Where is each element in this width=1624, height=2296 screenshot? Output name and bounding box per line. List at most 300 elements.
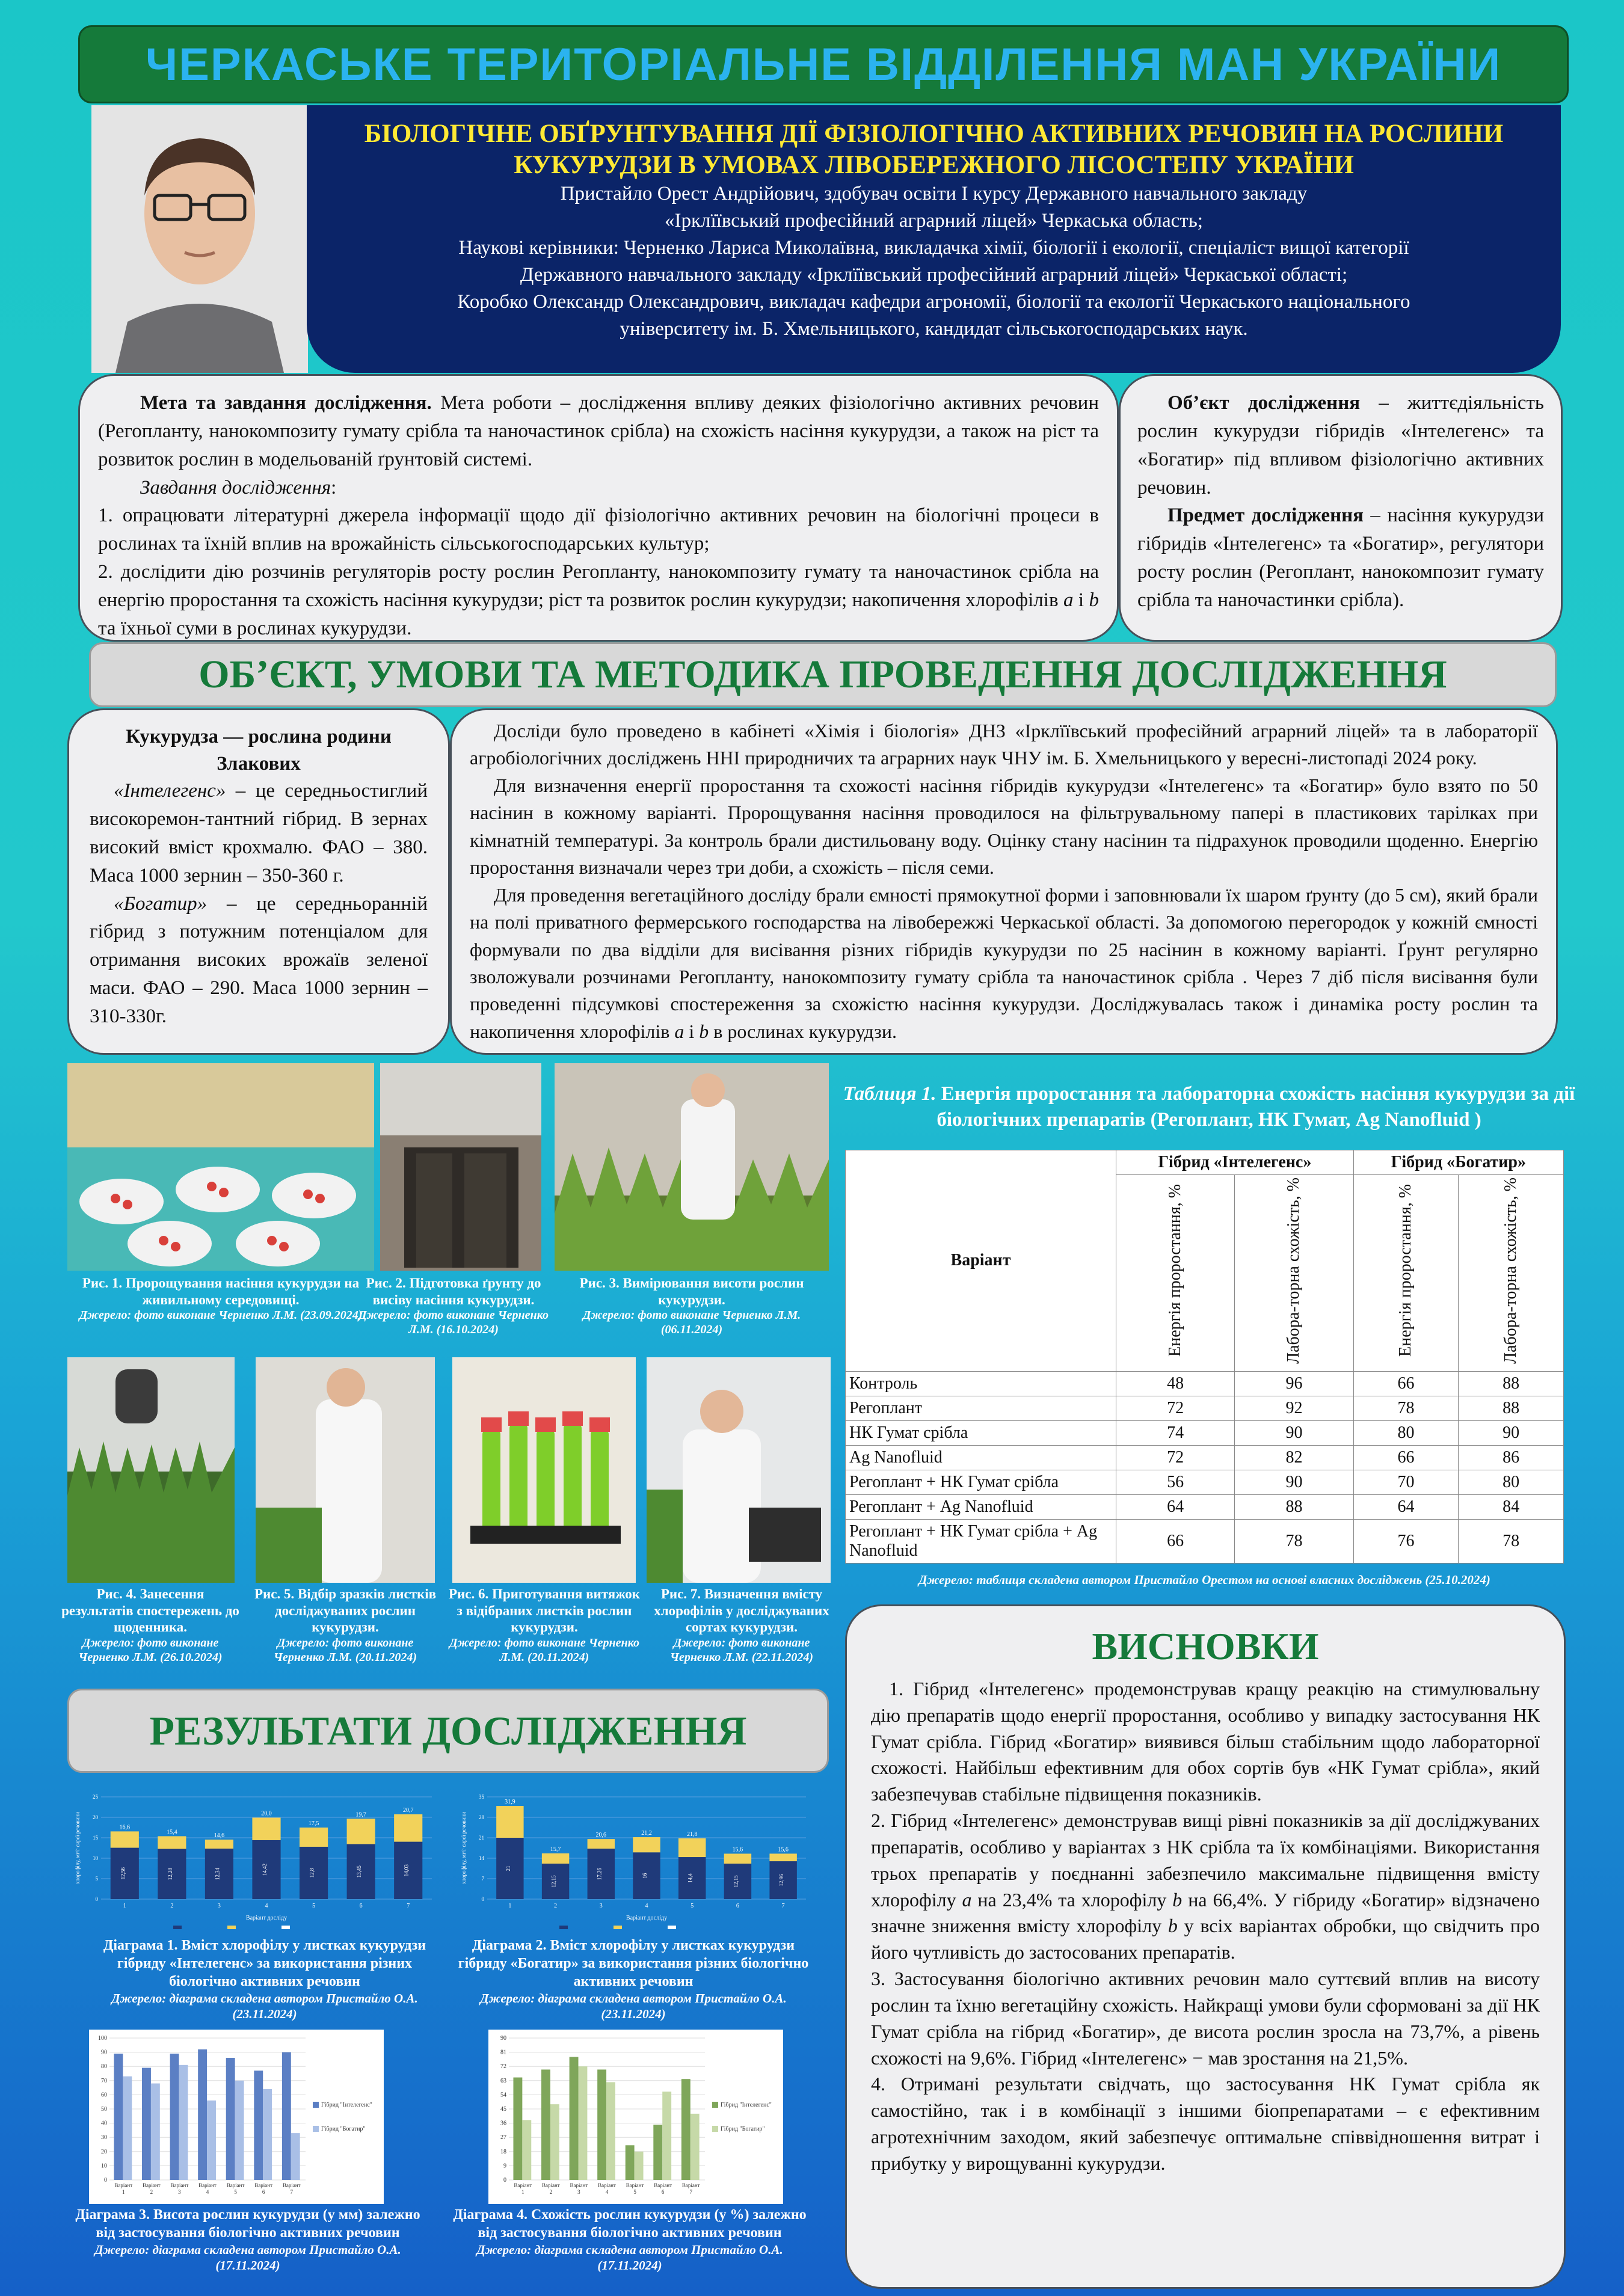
chart-bar xyxy=(513,2078,522,2180)
chart-bar xyxy=(252,1818,280,1840)
tick-label: 5 xyxy=(234,2189,237,2195)
table-row xyxy=(846,1470,1564,1494)
legend-swatch xyxy=(614,1926,622,1929)
conclusions-title: ВИСНОВКИ xyxy=(1092,1625,1319,1668)
conclusion-1: 1. Гібрид «Інтелегенс» продемонстрував кращу реакцію на стимулювальну дію препаратів щодо енергії проростання, особливо у випадку застосування НК Гумат срібла. Гібрид «Богатир» виявився більш стабільним щодо лабораторної схожості. Найбільш ефективним для обох сортів був «НК Гумат срібла», який забезпечував стабільне підвищення показників. xyxy=(871,1678,1540,1805)
table-subheader: Лабора-торна схожість, % xyxy=(1501,1177,1520,1364)
subject-lead: Предмет дослідження xyxy=(1167,505,1364,527)
total-label: 31,9 xyxy=(505,1799,515,1806)
tick-label: 6 xyxy=(359,1903,363,1909)
chart-bar xyxy=(653,2125,662,2180)
chart-bar xyxy=(235,2081,244,2180)
table-cell-value: 80 xyxy=(1459,1470,1564,1494)
legend-swatch xyxy=(281,1926,290,1929)
tick-label: 9 xyxy=(503,2162,506,2170)
table-cell-value: 64 xyxy=(1353,1494,1459,1519)
total-label: 21,2 xyxy=(641,1830,652,1837)
hybrid-1-text: – це середньостиглий високоремон-тантний гібрид. В зернах високий вміст крохмалю. ФАО – 380. Маса 1000 зернин – 350-360 г. xyxy=(90,780,428,886)
figure-6-source: Джерело: фото виконане Черненко Л.М. (20.11.2024) xyxy=(449,1636,640,1664)
total-label: 16,6 xyxy=(119,1824,131,1831)
tick-label: 54 xyxy=(500,2092,506,2099)
symbol-a: a xyxy=(1063,589,1074,612)
symbol-b: b xyxy=(1089,589,1100,612)
figure-2-source: Джерело: фото виконане Черненко Л.М. (16.10.2024) xyxy=(358,1309,549,1337)
author-line: Державного навчального закладу «Ірклїївський професійний аграрний ліцей» Черкаської області; xyxy=(520,263,1348,286)
figure-1-caption xyxy=(67,1275,374,1322)
table-cell-value: 92 xyxy=(1235,1396,1353,1420)
method-p3-end: в рослинах кукурудзи. xyxy=(709,1020,897,1042)
table-cell-value: 66 xyxy=(1353,1371,1459,1396)
tick-label: 3 xyxy=(178,2189,181,2195)
table-cell-value: 78 xyxy=(1235,1519,1353,1563)
chart-bar xyxy=(681,2079,691,2180)
tick-label: 2 xyxy=(150,2189,153,2195)
chart-bar xyxy=(226,2058,235,2180)
table-cell-variant: Регоплант + НК Гумат срібла xyxy=(846,1470,1116,1494)
chart-bar xyxy=(522,2120,531,2180)
subject-text: – насіння кукурудзи гібридів «Інтелегенс» та «Богатир», регулятори росту рослин (Регоплант, нанокомпозит гумату срібла та наночастинки срібла). xyxy=(1137,505,1544,612)
legend-label: Гібрид "Богатир" xyxy=(721,2126,765,2132)
tick-label: 3 xyxy=(599,1903,603,1909)
figure-6-title: Рис. 6. Приготування витяжок з відібраних листків рослин кукурудзи. xyxy=(448,1586,641,1635)
tick-label: 90 xyxy=(101,2049,107,2056)
diagram-4-title: Діаграма 4. Схожість рослин кукурудзи (у %) залежно від застосування біологічно активних речовин xyxy=(453,2207,807,2241)
table-cell-value: 56 xyxy=(1116,1470,1235,1494)
tick-label: Варіант xyxy=(514,2182,532,2188)
data-label: 12,8 xyxy=(309,1868,315,1878)
tick-label: 81 xyxy=(500,2049,506,2056)
tick-label: Варіант xyxy=(570,2182,588,2188)
figure-3-caption xyxy=(565,1275,818,1337)
chart-bar xyxy=(542,1853,569,1864)
data-label: 12,56 xyxy=(120,1867,126,1880)
chart-bar xyxy=(347,1819,375,1844)
hybrid-2-name: «Богатир» xyxy=(114,892,208,915)
data-label: 14,42 xyxy=(262,1863,268,1876)
figure-7-title: Рис. 7. Визначення вмісту хлорофілів у досліджуваних сортах кукурудзи. xyxy=(654,1586,829,1635)
table-cell-value: 88 xyxy=(1459,1396,1564,1420)
tick-label: 1 xyxy=(123,1903,126,1909)
tick-label: 7 xyxy=(781,1903,785,1909)
tick-label: 50 xyxy=(101,2106,107,2113)
table-cell-value: 72 xyxy=(1116,1445,1235,1470)
data-label: 17,26 xyxy=(596,1867,603,1880)
diagram-3-caption xyxy=(67,2206,428,2274)
tick-label: 45 xyxy=(500,2106,506,2113)
maize-title: Кукурудза — рослина родини Злакових xyxy=(126,726,392,775)
table-header-group-1: Гібрид «Інтелегенс» xyxy=(1116,1150,1354,1175)
tick-label: 6 xyxy=(262,2189,265,2195)
data-label: 14,03 xyxy=(403,1864,410,1877)
results-section-title: РЕЗУЛЬТАТИ ДОСЛІДЖЕННЯ xyxy=(149,1707,747,1754)
tick-label: Варіант xyxy=(282,2182,301,2188)
tick-label: Варіант xyxy=(681,2182,700,2188)
tick-label: 28 xyxy=(479,1814,484,1820)
maize-hybrid-1 xyxy=(90,777,428,889)
conclusions-box xyxy=(845,1604,1566,2289)
total-label: 20,0 xyxy=(261,1810,272,1817)
symbol-b: b xyxy=(1167,1915,1178,1937)
legend-label: Гібрид "Богатир" xyxy=(321,2126,366,2132)
tick-label: Варіант xyxy=(626,2182,644,2188)
table-cell-variant: Регоплант xyxy=(846,1396,1116,1420)
table-cell-value: 70 xyxy=(1353,1470,1459,1494)
tick-label: 7 xyxy=(407,1903,410,1909)
chart-bar xyxy=(541,2069,550,2180)
chart-bar xyxy=(633,1837,660,1852)
chart-bar xyxy=(724,1853,751,1864)
chart-bar xyxy=(678,1838,706,1857)
table-cell-value: 72 xyxy=(1116,1396,1235,1420)
total-label: 15,6 xyxy=(778,1846,789,1853)
tick-label: 6 xyxy=(736,1903,739,1909)
figure-2-title: Рис. 2. Підготовка ґрунту до висіву насіння кукурудзи. xyxy=(366,1275,541,1307)
tick-label: 0 xyxy=(104,2177,107,2184)
table-cell-value: 66 xyxy=(1353,1445,1459,1470)
figure-1-source: Джерело: фото виконане Черненко Л.М. (23.09.2024) xyxy=(79,1309,363,1322)
tick-label: 25 xyxy=(93,1794,98,1800)
author-line: університету ім. Б. Хмельницького, кандидат сільськогосподарських наук. xyxy=(620,318,1248,340)
symbol-b: b xyxy=(699,1020,709,1042)
table-subheader: Лабора-торна схожість, % xyxy=(1284,1177,1303,1364)
table-cell-value: 88 xyxy=(1235,1494,1353,1519)
legend-label: Гібрид "Інтелегенс" xyxy=(321,2102,372,2108)
diagram-4-caption xyxy=(452,2206,807,2274)
tick-label: 80 xyxy=(101,2063,107,2070)
tick-label: 60 xyxy=(101,2092,107,2099)
tick-label: 4 xyxy=(645,1903,648,1909)
total-label: 20,6 xyxy=(595,1832,607,1839)
x-axis-label: Варіант досліду xyxy=(626,1915,668,1921)
chart-bar xyxy=(550,2104,559,2180)
tick-label: 40 xyxy=(101,2120,107,2127)
chart-bar xyxy=(300,1828,328,1847)
tick-label: 4 xyxy=(206,2189,209,2195)
data-label: 16 xyxy=(642,1873,648,1879)
figure-2-caption xyxy=(351,1275,556,1337)
data-label: 14,4 xyxy=(687,1873,694,1883)
symbol-a: a xyxy=(962,1888,972,1911)
table-cell-value: 64 xyxy=(1116,1494,1235,1519)
aim-lead: Мета та завдання дослідження. xyxy=(140,392,432,414)
total-label: 19,7 xyxy=(355,1811,366,1819)
germination-table xyxy=(845,1150,1564,1564)
table-number: Таблиця 1. xyxy=(843,1083,937,1105)
legend-swatch xyxy=(559,1926,568,1929)
chart-bar xyxy=(254,2070,263,2180)
figure-7-caption xyxy=(647,1586,837,1665)
tick-label: 7 xyxy=(481,1876,484,1882)
maize-hybrid-2 xyxy=(90,890,428,1031)
table-cell-value: 90 xyxy=(1235,1470,1353,1494)
table-cell-value: 90 xyxy=(1235,1420,1353,1445)
table-subheader: Енергія проростання, % xyxy=(1165,1184,1184,1357)
method-section-title: ОБ’ЄКТ, УМОВИ ТА МЕТОДИКА ПРОВЕДЕННЯ ДОСЛІДЖЕННЯ xyxy=(198,652,1447,696)
tick-label: Варіант xyxy=(654,2182,672,2188)
figure-7-photo xyxy=(647,1357,831,1583)
table-body xyxy=(846,1371,1564,1563)
tick-label: 30 xyxy=(101,2134,107,2141)
poster-title: БІОЛОГІЧНЕ ОБҐРУНТУВАННЯ ДІЇ ФІЗІОЛОГІЧНО АКТИВНИХ РЕЧОВИН НА РОСЛИНИ КУКУРУДЗИ В УМОВАХ ЛІВОБЕРЕЖНОГО ЛІСОСТЕПУ УКРАЇНИ xyxy=(364,120,1504,179)
tick-label: 0 xyxy=(481,1896,484,1902)
tick-label: 7 xyxy=(290,2189,293,2195)
total-label: 21,8 xyxy=(686,1831,698,1838)
object-box xyxy=(1119,374,1563,642)
legend-swatch xyxy=(313,2126,319,2132)
data-label: 12,15 xyxy=(550,1875,557,1888)
diagram-3-title: Діаграма 3. Висота рослин кукурудзи (у мм) залежно від застосування біологічно активних речовин xyxy=(75,2207,420,2241)
author-line: Коробко Олександр Олександрович, викладач кафедри агрономії, біології та екології Черкаського національного xyxy=(457,290,1410,313)
table-row xyxy=(846,1445,1564,1470)
author-line: Наукові керівники: Черненко Лариса Миколаївна, викладачка хімії, біології і екології, спеціаліст вищої категорії xyxy=(458,236,1409,259)
data-label: 12,15 xyxy=(733,1875,739,1888)
tick-label: Варіант xyxy=(254,2182,273,2188)
chart-bar xyxy=(111,1831,139,1847)
chart-bar xyxy=(263,2089,272,2180)
conj: і xyxy=(1073,589,1089,612)
table-title xyxy=(830,1081,1588,1133)
legend-label: Гібрид "Інтелегенс" xyxy=(721,2102,772,2108)
table-source: Джерело: таблиця складена автором Пристайло Орестом на основі власних досліджень (25.10.2024) xyxy=(918,1573,1490,1587)
object-lead: Об’єкт дослідження xyxy=(1167,392,1361,414)
figure-4-title: Рис. 4. Занесення результатів спостережень до щоденника. xyxy=(61,1586,239,1635)
data-label: 12,96 xyxy=(778,1874,785,1886)
tick-label: Варіант xyxy=(598,2182,616,2188)
figure-3-title: Рис. 3. Вимірювання висоти рослин кукурудзи. xyxy=(579,1275,804,1307)
table-cell-value: 66 xyxy=(1116,1519,1235,1563)
author-line: «Ірклїївський професійний аграрний ліцей» Черкаська область; xyxy=(665,210,1203,232)
c2-text-a: 2. Гібрид «Інтелегенс» демонстрував вищі рівні показників за дії досліджуваних препаратів, особливо у варіантах з НК срібла та їх комбінаціями. Використання трьох препаратів у поєднанні забезпечило максимальне підвищення вмісту хлорофілу xyxy=(871,1809,1540,1911)
table-header-group-2: Гібрид «Богатир» xyxy=(1353,1150,1563,1175)
tick-label: 10 xyxy=(93,1855,98,1861)
chart-bar xyxy=(394,1814,422,1842)
chart-bar xyxy=(198,2049,207,2180)
total-label: 15,4 xyxy=(167,1829,177,1836)
method-paragraph-3 xyxy=(470,882,1538,1046)
tick-label: 18 xyxy=(500,2148,506,2155)
conclusion-4: 4. Отримані результати свідчать, що застосування НК Гумат срібла як самостійно, так і в комбінації з іншими біопрепаратами – є ефективним агротехнічним заходом, який забезпечує оптимальне співвідношення витрат і прибутку у вирощуванні кукурудзи. xyxy=(871,2073,1540,2174)
chart-bar xyxy=(114,2054,123,2180)
diagram-2-caption xyxy=(456,1936,811,2022)
object-text: – життєдіяльність рослин кукурудзи гібридів «Інтелегенс» та «Богатир» під впливом фізіологічно активних речовин. xyxy=(1137,392,1544,499)
tick-label: 63 xyxy=(500,2077,506,2084)
tick-label: 35 xyxy=(479,1794,484,1800)
hybrid-2-text: – це середньоранній гібрид з потужним потенціалом для отримання високих врожаїв зеленої маси. ФАО – 290. Маса 1000 зернин – 310-330г. xyxy=(90,892,428,1027)
conclusion-3: 3. Застосування біологічно активних речовин мало суттєвий вплив на висоту рослин та їхню вегетаційну схожість. Найкращі умови були сформовані за дії НК Гумат срібла на гібрид «Богатир», де висота рослин зросла на 73,7%, а рівень схожості на 9,6%. Гібрид «Інтелегенс» − мав зростання на 21,5%. xyxy=(871,1968,1540,2069)
tick-label: Варіант xyxy=(114,2182,133,2188)
author-line: Пристайло Орест Андрійович, здобувач освіти І курсу Державного навчального закладу xyxy=(560,183,1308,205)
legend-swatch xyxy=(712,2126,718,2132)
diagram-2-source: Джерело: діаграма складена автором Пристайло О.А. (23.11.2024) xyxy=(480,1991,787,2022)
chart-bar xyxy=(578,2066,587,2180)
total-label: 15,7 xyxy=(550,1846,561,1853)
tick-label: 2 xyxy=(170,1903,174,1909)
tick-label: 14 xyxy=(479,1855,484,1861)
results-section-header xyxy=(67,1689,829,1773)
tick-label: 0 xyxy=(503,2177,506,2184)
tick-label: 4 xyxy=(605,2189,609,2195)
table-title-text: Енергія проростання та лабораторна схожість насіння кукурудзи за дії біологічних препаратів (Регоплант, НК Гумат, Ag Nanofluid ) xyxy=(936,1083,1575,1131)
y-axis-label: хлорофілу, мг/г сирої речовини xyxy=(461,1812,467,1884)
tick-label: 5 xyxy=(633,2189,636,2195)
tick-label: 3 xyxy=(217,1903,221,1909)
conj: і xyxy=(684,1020,700,1042)
tick-label: 36 xyxy=(500,2120,506,2127)
diagram-4-source: Джерело: діаграма складена автором Пристайло О.А. (17.11.2024) xyxy=(476,2242,783,2273)
tick-label: 6 xyxy=(661,2189,665,2195)
table-cell-value: 74 xyxy=(1116,1420,1235,1445)
subject-paragraph xyxy=(1137,502,1544,614)
tick-label: 2 xyxy=(549,2189,553,2195)
tick-label: Варіант xyxy=(541,2182,560,2188)
legend-swatch xyxy=(227,1926,236,1929)
table-row xyxy=(846,1519,1564,1563)
tick-label: 0 xyxy=(95,1896,98,1902)
chart-bar xyxy=(691,2114,700,2180)
legend-swatch xyxy=(313,2102,319,2108)
method-p3-text: Для проведення вегетаційного досліду брали ємності прямокутної форми і заповнювали їх шаром ґрунту (до 5 см), який брали на полі приватного фермерського господарства на лівобережжі Черкаської області. За допомогою перегородок у кожній ємності формували по два відділи для висівання різних гібридів кукурудзи по 25 насінин в кожному варіанті. Ґрунт регулярно зволожували розчинами Регопланту, нанокомпозиту гумату срібла та наночастинок срібла . Через 7 діб після висівання були проведенні підсумкові спостереження за схожістю насіння кукурудзи. Досліджувалась також і динаміка росту рослин та накопичення хлорофілів xyxy=(470,883,1538,1042)
method-paragraph-2: Для визначення енергії проростання та схожості насіння гібридів кукурудзи «Інтелегенс» та «Богатир» було взято по 50 насінин в кожному варіанті. Пророщування насіння проводилося на фільтрувальному папері в пластикових тарілках при кімнатній температурі. За контроль брали дистильовану воду. Оцінку стану насінин та підрахунок проводили щоденно. Енергію проростання визначали через три доби, а схожість – після семи. xyxy=(470,774,1538,879)
data-label: 12,34 xyxy=(214,1867,221,1880)
symbol-b: b xyxy=(1172,1888,1183,1911)
table-row xyxy=(846,1494,1564,1519)
table-cell-value: 76 xyxy=(1353,1519,1459,1563)
tick-label: 20 xyxy=(101,2148,107,2155)
table-cell-value: 96 xyxy=(1235,1371,1353,1396)
tick-label: 90 xyxy=(500,2035,506,2042)
diagram-1-source: Джерело: діаграма складена автором Пристайло О.А. (23.11.2024) xyxy=(111,1991,418,2022)
tasks-label: Завдання дослідження: xyxy=(140,476,337,499)
chart-bar xyxy=(606,2082,615,2180)
diagram-2-title: Діаграма 2. Вміст хлорофілу у листках кукурудзи гібриду «Богатир» за використання різних біологічно активних речовин xyxy=(458,1938,809,1989)
task-1: 1. опрацювати літературні джерела інформації щодо дії фізіологічно активних речовин на біологічні процеси в рослинах та їхній вплив на врожайність сільськогосподарських культур; xyxy=(98,505,1099,555)
figure-6-photo xyxy=(452,1357,636,1583)
hybrid-1-name: «Інтелегенс» xyxy=(114,780,226,802)
tick-label: 5 xyxy=(95,1876,98,1882)
tick-label: 1 xyxy=(122,2189,125,2195)
tick-label: 4 xyxy=(265,1903,268,1909)
figure-5-photo xyxy=(256,1357,435,1583)
table-row xyxy=(846,1396,1564,1420)
table-cell-value: 86 xyxy=(1459,1445,1564,1470)
diagram-3-source: Джерело: діаграма складена автором Пристайло О.А. (17.11.2024) xyxy=(94,2242,401,2273)
figure-1-title: Рис. 1. Пророщування насіння кукурудзи на живильному середовищі. xyxy=(82,1275,360,1307)
figure-4-caption xyxy=(60,1586,241,1665)
figure-4-source: Джерело: фото виконане Черненко Л.М. (26.10.2024) xyxy=(78,1636,223,1664)
legend-swatch xyxy=(173,1926,182,1929)
chart-bar xyxy=(179,2065,188,2180)
figure-3-photo xyxy=(555,1063,829,1271)
figure-4-photo xyxy=(67,1357,235,1583)
chart-bar xyxy=(570,2057,579,2180)
tick-label: Варіант xyxy=(226,2182,245,2188)
legend-swatch xyxy=(712,2102,718,2108)
table-cell-value: 84 xyxy=(1459,1494,1564,1519)
c2-text-b: на 23,4% та хлорофілу xyxy=(971,1888,1173,1911)
table-cell-variant: Ag Nanofluid xyxy=(846,1445,1116,1470)
chart-bar xyxy=(662,2092,671,2180)
data-label: 12,28 xyxy=(167,1868,173,1880)
chart-bar xyxy=(123,2077,132,2180)
legend-swatch xyxy=(668,1926,676,1929)
chart-bar xyxy=(626,2145,635,2180)
tick-label: 27 xyxy=(500,2134,506,2141)
figure-2-photo xyxy=(380,1063,541,1271)
tick-label: 100 xyxy=(98,2035,107,2042)
figure-1-photo xyxy=(67,1063,374,1271)
table-cell-variant: НК Гумат срібла xyxy=(846,1420,1116,1445)
data-label: 13,45 xyxy=(356,1865,363,1878)
table-cell-variant: Регоплант + Ag Nanofluid xyxy=(846,1494,1116,1519)
table-row xyxy=(846,1371,1564,1396)
chart-bar xyxy=(207,2101,216,2180)
title-block xyxy=(307,105,1561,373)
aim-text: Мета роботи – дослідження впливу деяких фізіологічно активних речовин (Регопланту, нанокомпозиту гумату срібла та наночастинок срібла) на схожість насіння кукурудзи, а також на ріст та розвиток рослин в модельованій ґрунтовій системі. xyxy=(98,392,1099,470)
table-cell-variant: Регоплант + НК Гумат срібла + Ag Nanofluid xyxy=(846,1519,1116,1563)
c2-text-c: на 66,4%. У гібриду «Богатир» відзначено значне зниження вмісту хлорофілу xyxy=(871,1888,1540,1937)
task-2-end: та їхньої суми в рослинах кукурудзи. xyxy=(98,617,412,639)
table-cell-value: 78 xyxy=(1353,1396,1459,1420)
x-axis-label: Варіант досліду xyxy=(245,1915,288,1921)
symbol-a: a xyxy=(674,1020,684,1042)
data-label: 21 xyxy=(505,1865,511,1871)
table-cell-value: 78 xyxy=(1459,1519,1564,1563)
chart-bar xyxy=(769,1853,796,1861)
tick-label: 21 xyxy=(479,1835,484,1841)
total-label: 17,5 xyxy=(308,1820,319,1827)
table-cell-value: 90 xyxy=(1459,1420,1564,1445)
chart-2 xyxy=(457,1785,818,1929)
chart-bar xyxy=(158,1836,186,1849)
diagram-1-title: Діаграма 1. Вміст хлорофілу у листках кукурудзи гібриду «Інтелегенс» за використання різних біологічно активних речовин xyxy=(103,1938,426,1989)
table-cell-value: 88 xyxy=(1459,1371,1564,1396)
figure-5-caption xyxy=(251,1586,439,1665)
page-header xyxy=(78,25,1569,103)
chart-bar xyxy=(291,2133,300,2180)
table-row xyxy=(846,1420,1564,1445)
tick-label: 10 xyxy=(101,2162,107,2170)
tick-label: 2 xyxy=(554,1903,558,1909)
chart-bar xyxy=(496,1806,523,1838)
tick-label: 7 xyxy=(689,2189,692,2195)
tick-label: 5 xyxy=(691,1903,694,1909)
table-cell-variant: Контроль xyxy=(846,1371,1116,1396)
method-paragraph-1: Досліди було проведено в кабінеті «Хімія і біологія» ДНЗ «Ірклїївський професійний аграрний ліцей» та в лабораторії агробіологічних досліджень ННІ природничих та аграрних наук ЧНУ ім. Б. Хмельницького у вересні-листопаді 2024 року. xyxy=(470,720,1538,769)
conclusion-2 xyxy=(871,1808,1540,1966)
maize-box xyxy=(67,708,450,1055)
total-label: 14,6 xyxy=(214,1832,225,1840)
figure-5-title: Рис. 5. Відбір зразків листків досліджуваних рослин кукурудзи. xyxy=(254,1586,437,1635)
total-label: 15,6 xyxy=(732,1846,743,1853)
figure-3-source: Джерело: фото виконане Черненко Л.М. (06.11.2024) xyxy=(582,1309,801,1337)
tasks-label-text: Завдання дослідження xyxy=(140,476,331,499)
chart-1 xyxy=(71,1785,444,1929)
c2-text-d: у всіх варіантах обробки, що свідчить про його чутливість до застосованих препаратів. xyxy=(871,1915,1540,1963)
task-2-text: 2. дослідити дію розчинів регуляторів росту рослин Регопланту, нанокомпозиту гумату та наночастинок срібла на енергію проростання та схожість насіння кукурудзи; ріст та розвиток рослин кукурудзи; накопичення хлорофілів xyxy=(98,561,1099,612)
table-cell-value: 48 xyxy=(1116,1371,1235,1396)
aim-paragraph xyxy=(98,389,1099,474)
chart-3 xyxy=(89,2030,384,2204)
chart-bar xyxy=(588,1839,615,1849)
object-paragraph xyxy=(1137,389,1544,502)
tick-label: 15 xyxy=(93,1835,98,1841)
tick-label: 1 xyxy=(508,1903,512,1909)
figure-6-caption xyxy=(445,1586,644,1665)
figure-7-source: Джерело: фото виконане Черненко Л.М. (22.11.2024) xyxy=(669,1636,814,1664)
aim-box xyxy=(78,374,1119,642)
table-cell-value: 82 xyxy=(1235,1445,1353,1470)
chart-bar xyxy=(142,2068,151,2180)
